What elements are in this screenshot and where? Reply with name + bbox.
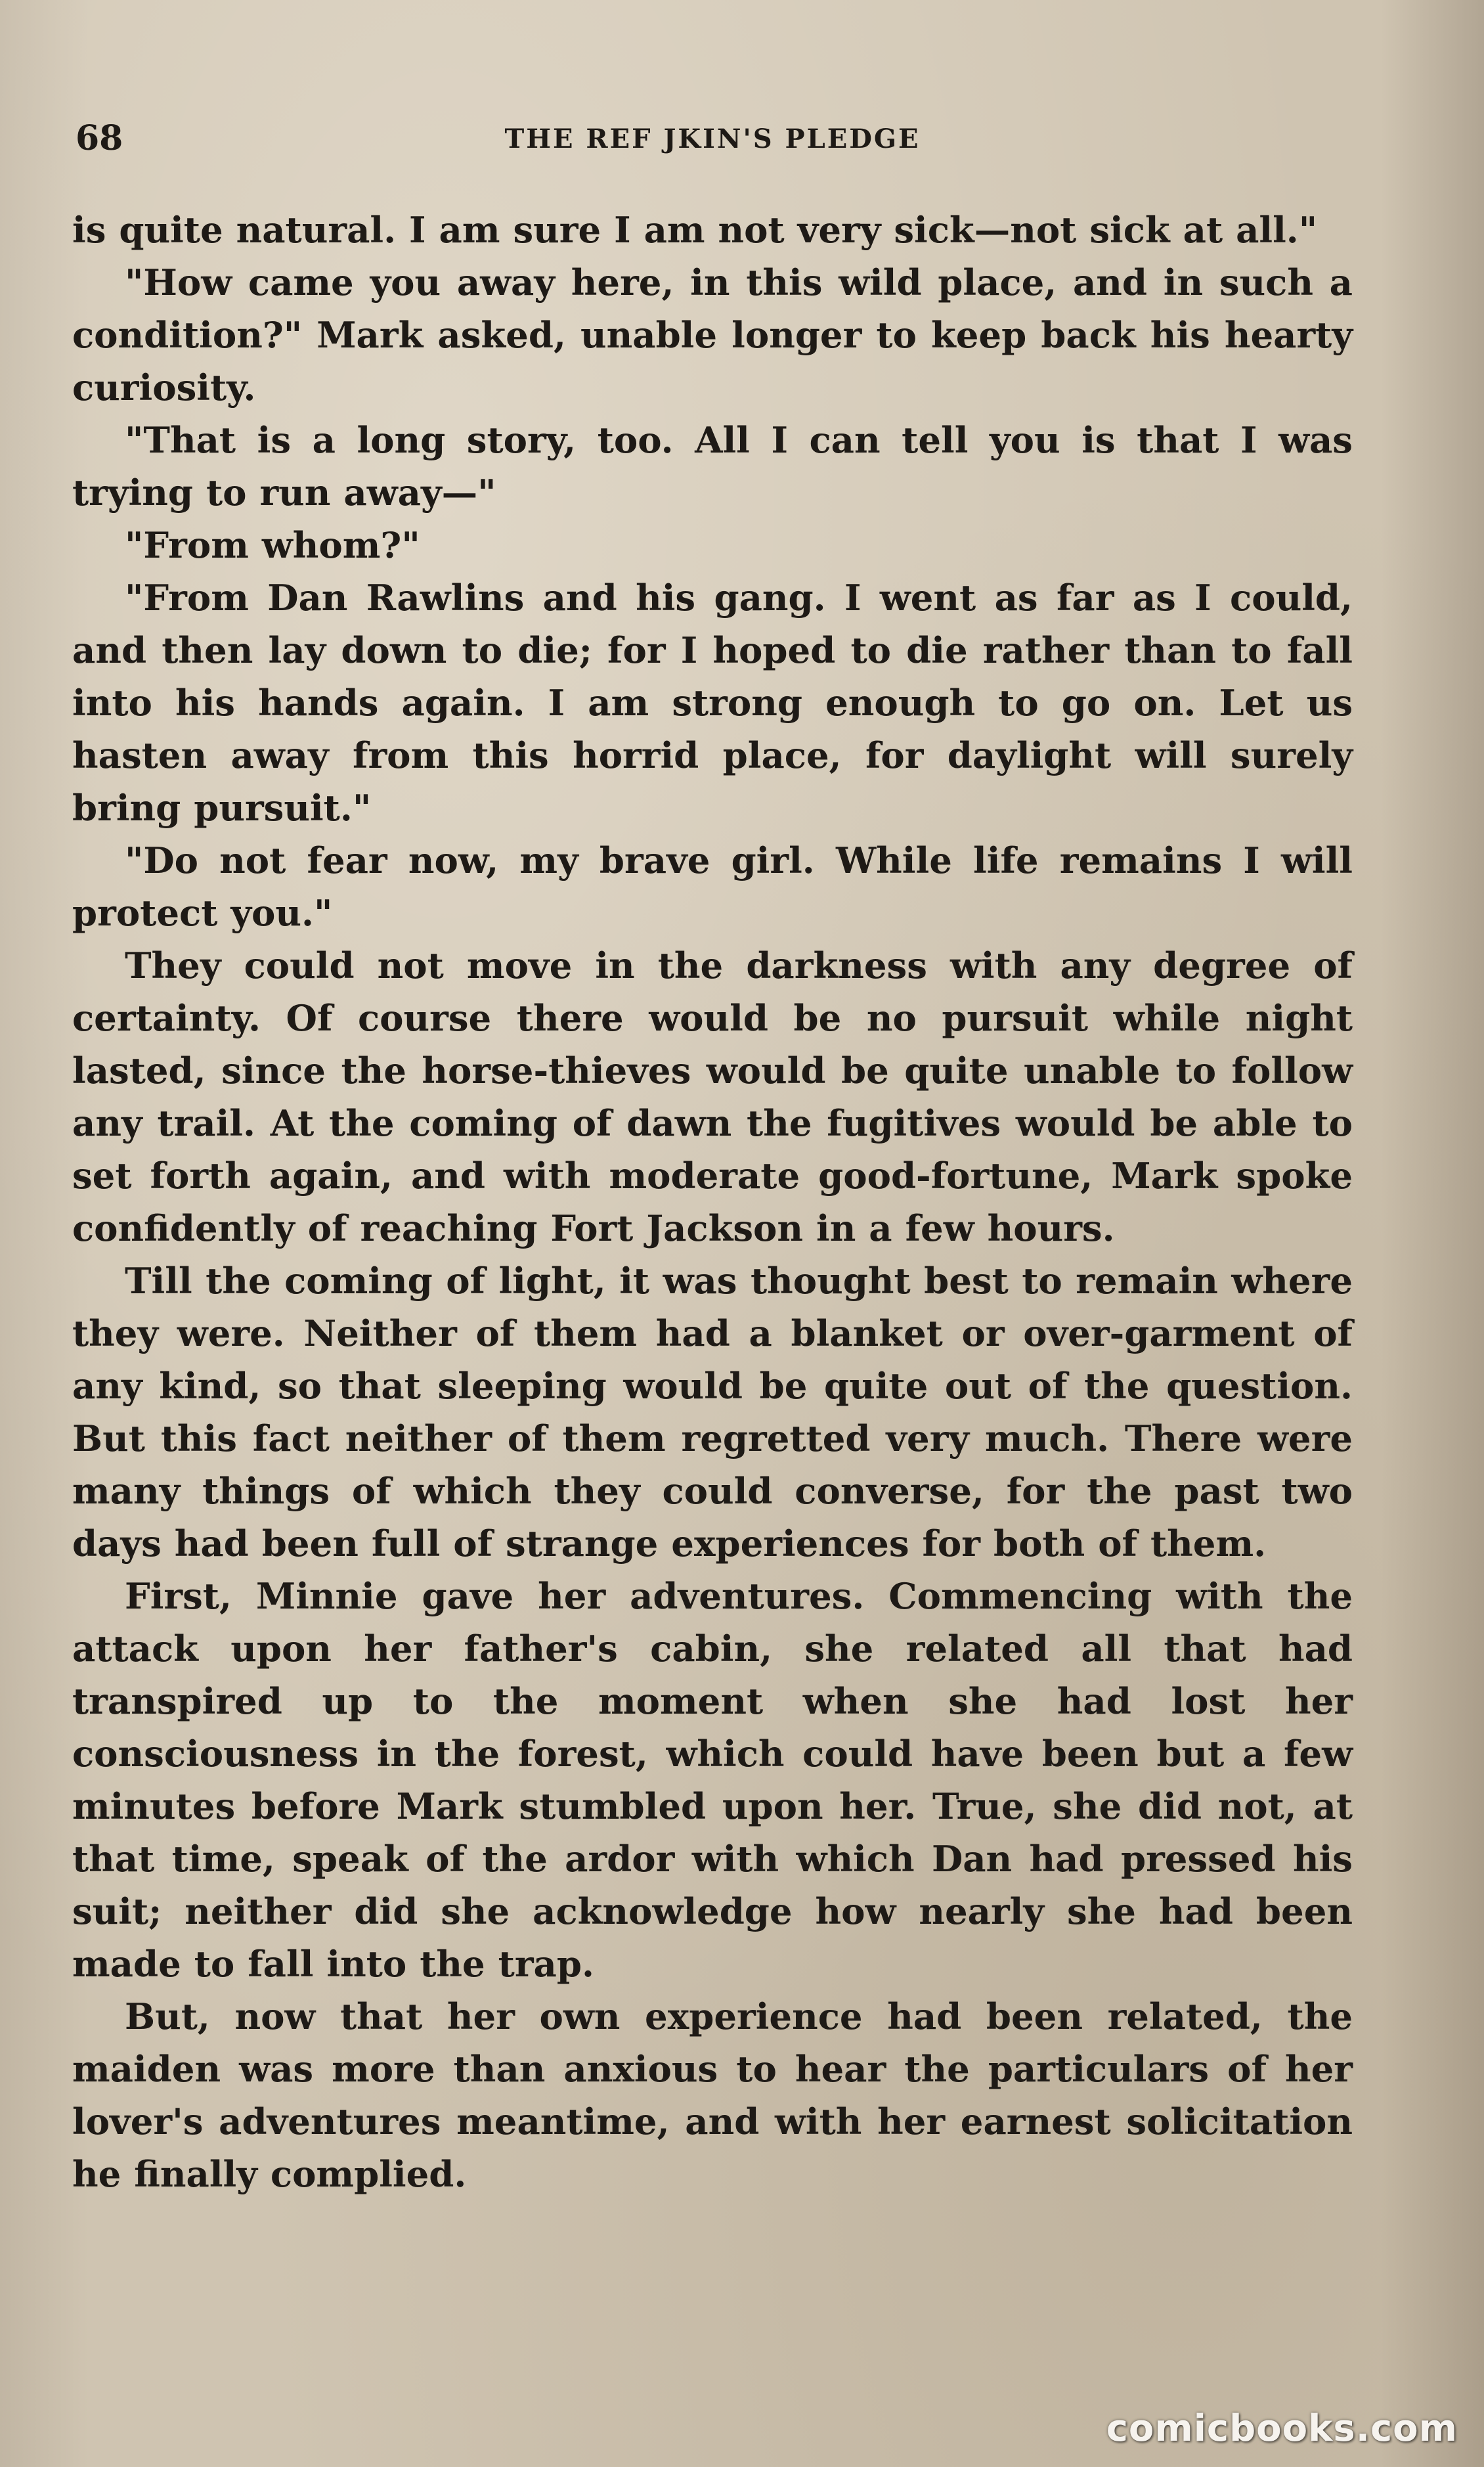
- running-title: THE REF JKIN'S PLEDGE: [504, 123, 921, 154]
- paragraph: Till the coming of light, it was thought best to remain where they were. Neither of them had a blanket or over-garment of any kind, so that sleeping would be quite out of the question. But this fact neither of them regretted very much. There were many things of which they could converse, for the past two days had been full of strange experiences for both of them.: [72, 1260, 1353, 1565]
- paragraph: "How came you away here, in this wild place, and in such a condition?" Mark asked, unable longer to keep back his hearty curiosity.: [72, 261, 1353, 409]
- watermark: comicbooks.com: [1106, 2407, 1458, 2450]
- book-page: [72, 105, 1353, 2351]
- paragraph: They could not move in the darkness with any degree of certainty. Of course there would be no pursuit while night lasted, since the horse-thieves would be quite unable to follow any trail. At the coming of dawn the fugitives would be able to set forth again, and with moderate good-fortune, Mark spoke confidently of reaching Fort Jackson in a few hours.: [72, 945, 1353, 1249]
- paragraph: But, now that her own experience had been related, the maiden was more than anxious to hear the particulars of her lover's adventures meantime, and with her earnest solicitation he finally complied.: [72, 1995, 1353, 2195]
- paragraph: is quite natural. I am sure I am not very sick—not sick at all.": [72, 209, 1318, 251]
- page-number: 68: [76, 118, 123, 158]
- paragraph: "That is a long story, too. All I can tell you is that I was trying to run away—": [72, 419, 1353, 514]
- running-head: [72, 105, 1353, 177]
- paragraph: "Do not fear now, my brave girl. While life remains I will protect you.": [72, 839, 1353, 934]
- paragraph: "From Dan Rawlins and his gang. I went as far as I could, and then lay down to die; for I hoped to die rather than to fall into his hands again. I am strong enough to go on. Let us hasten away from this horrid place, for daylight will surely bring pursuit.": [72, 577, 1353, 829]
- body-text: [72, 204, 1353, 2200]
- paragraph: "From whom?": [125, 524, 420, 566]
- paragraph: First, Minnie gave her adventures. Commencing with the attack upon her father's cabin, she related all that had transpired up to the moment when she had lost her consciousness in the forest, which could have been but a few minutes before Mark stumbled upon her. True, she did not, at that time, speak of the ardor with which Dan had pressed his suit; neither did she acknowledge how nearly she had been made to fall into the trap.: [72, 1575, 1353, 1985]
